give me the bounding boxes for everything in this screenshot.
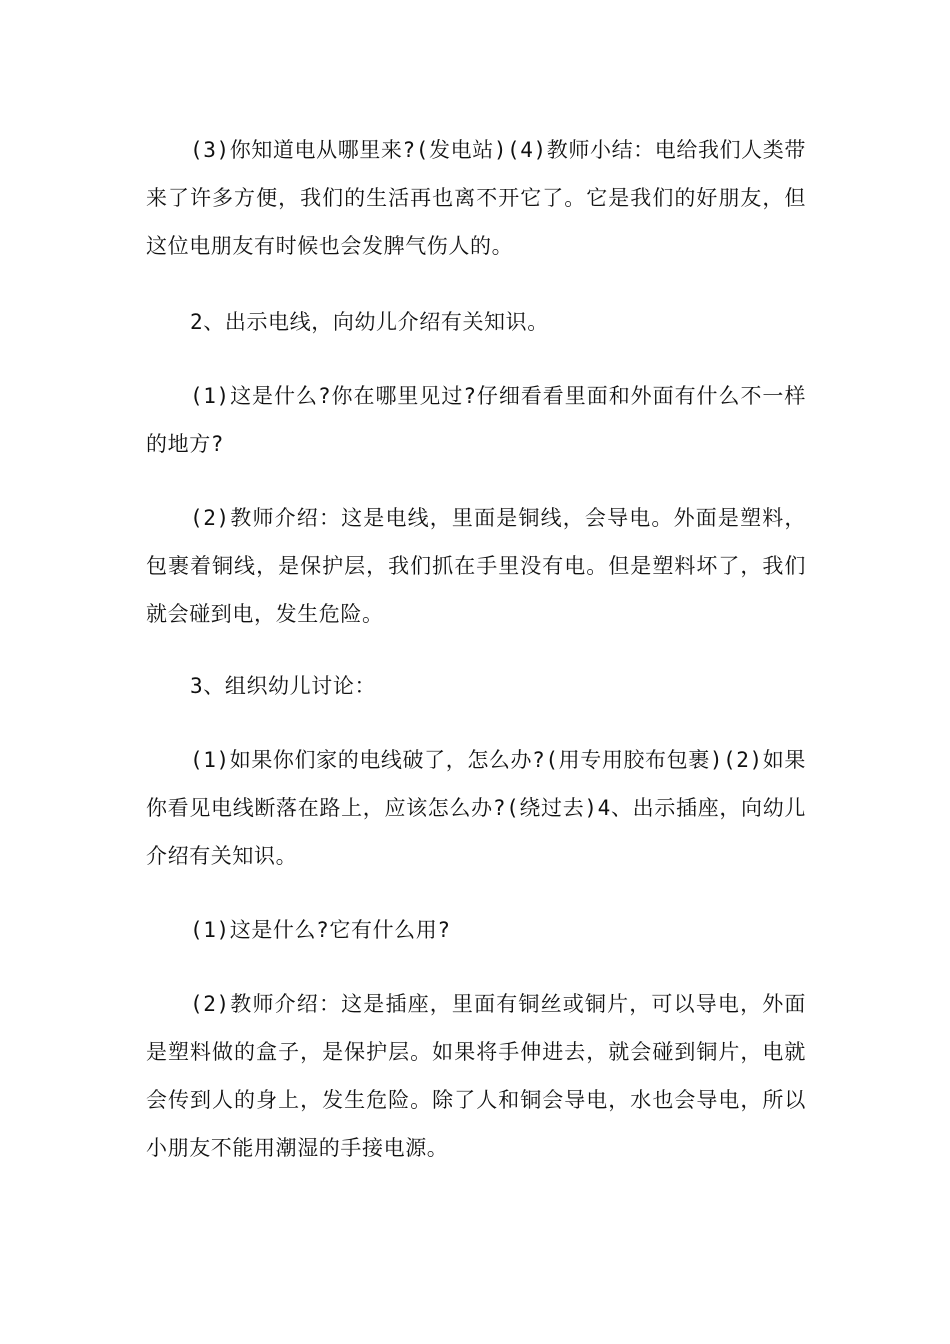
paragraph-socket-teacher-intro: (2)教师介绍：这是插座，里面有铜丝或铜片，可以导电，外面是塑料做的盒子，是保护层。如果将手伸进去，就会碰到铜片，电就会传到人的身上，发生危险。除了人和铜会导电，水也会导电，所以小朋友不能用潮湿的手接电源。 — [146, 992, 806, 1160]
paragraph-discussion-heading: 3、组织幼儿讨论： — [190, 674, 377, 698]
paragraph-wire-teacher-intro: (2)教师介绍：这是电线，里面是铜线，会导电。外面是塑料，包裹着铜线，是保护层，我们抓在手里没有电。但是塑料坏了，我们就会碰到电，发生危险。 — [146, 506, 806, 626]
paragraph-show-wire-heading: 2、出示电线，向幼儿介绍有关知识。 — [190, 310, 549, 334]
paragraph-discussion-questions: (1)如果你们家的电线破了，怎么办?(用专用胶布包裹)(2)如果你看见电线断落在路上，应该怎么办?(绕过去)4、出示插座，向幼儿介绍有关知识。 — [146, 748, 806, 868]
paragraph-socket-question: (1)这是什么?它有什么用? — [190, 918, 451, 942]
paragraph-wire-question: (1)这是什么?你在哪里见过?仔细看看里面和外面有什么不一样的地方? — [146, 384, 806, 456]
paragraph-where-electricity-comes-from: (3)你知道电从哪里来?(发电站)(4)教师小结：电给我们人类带来了许多方便，我们的生活再也离不开它了。它是我们的好朋友，但这位电朋友有时候也会发脾气伤人的。 — [146, 138, 806, 258]
